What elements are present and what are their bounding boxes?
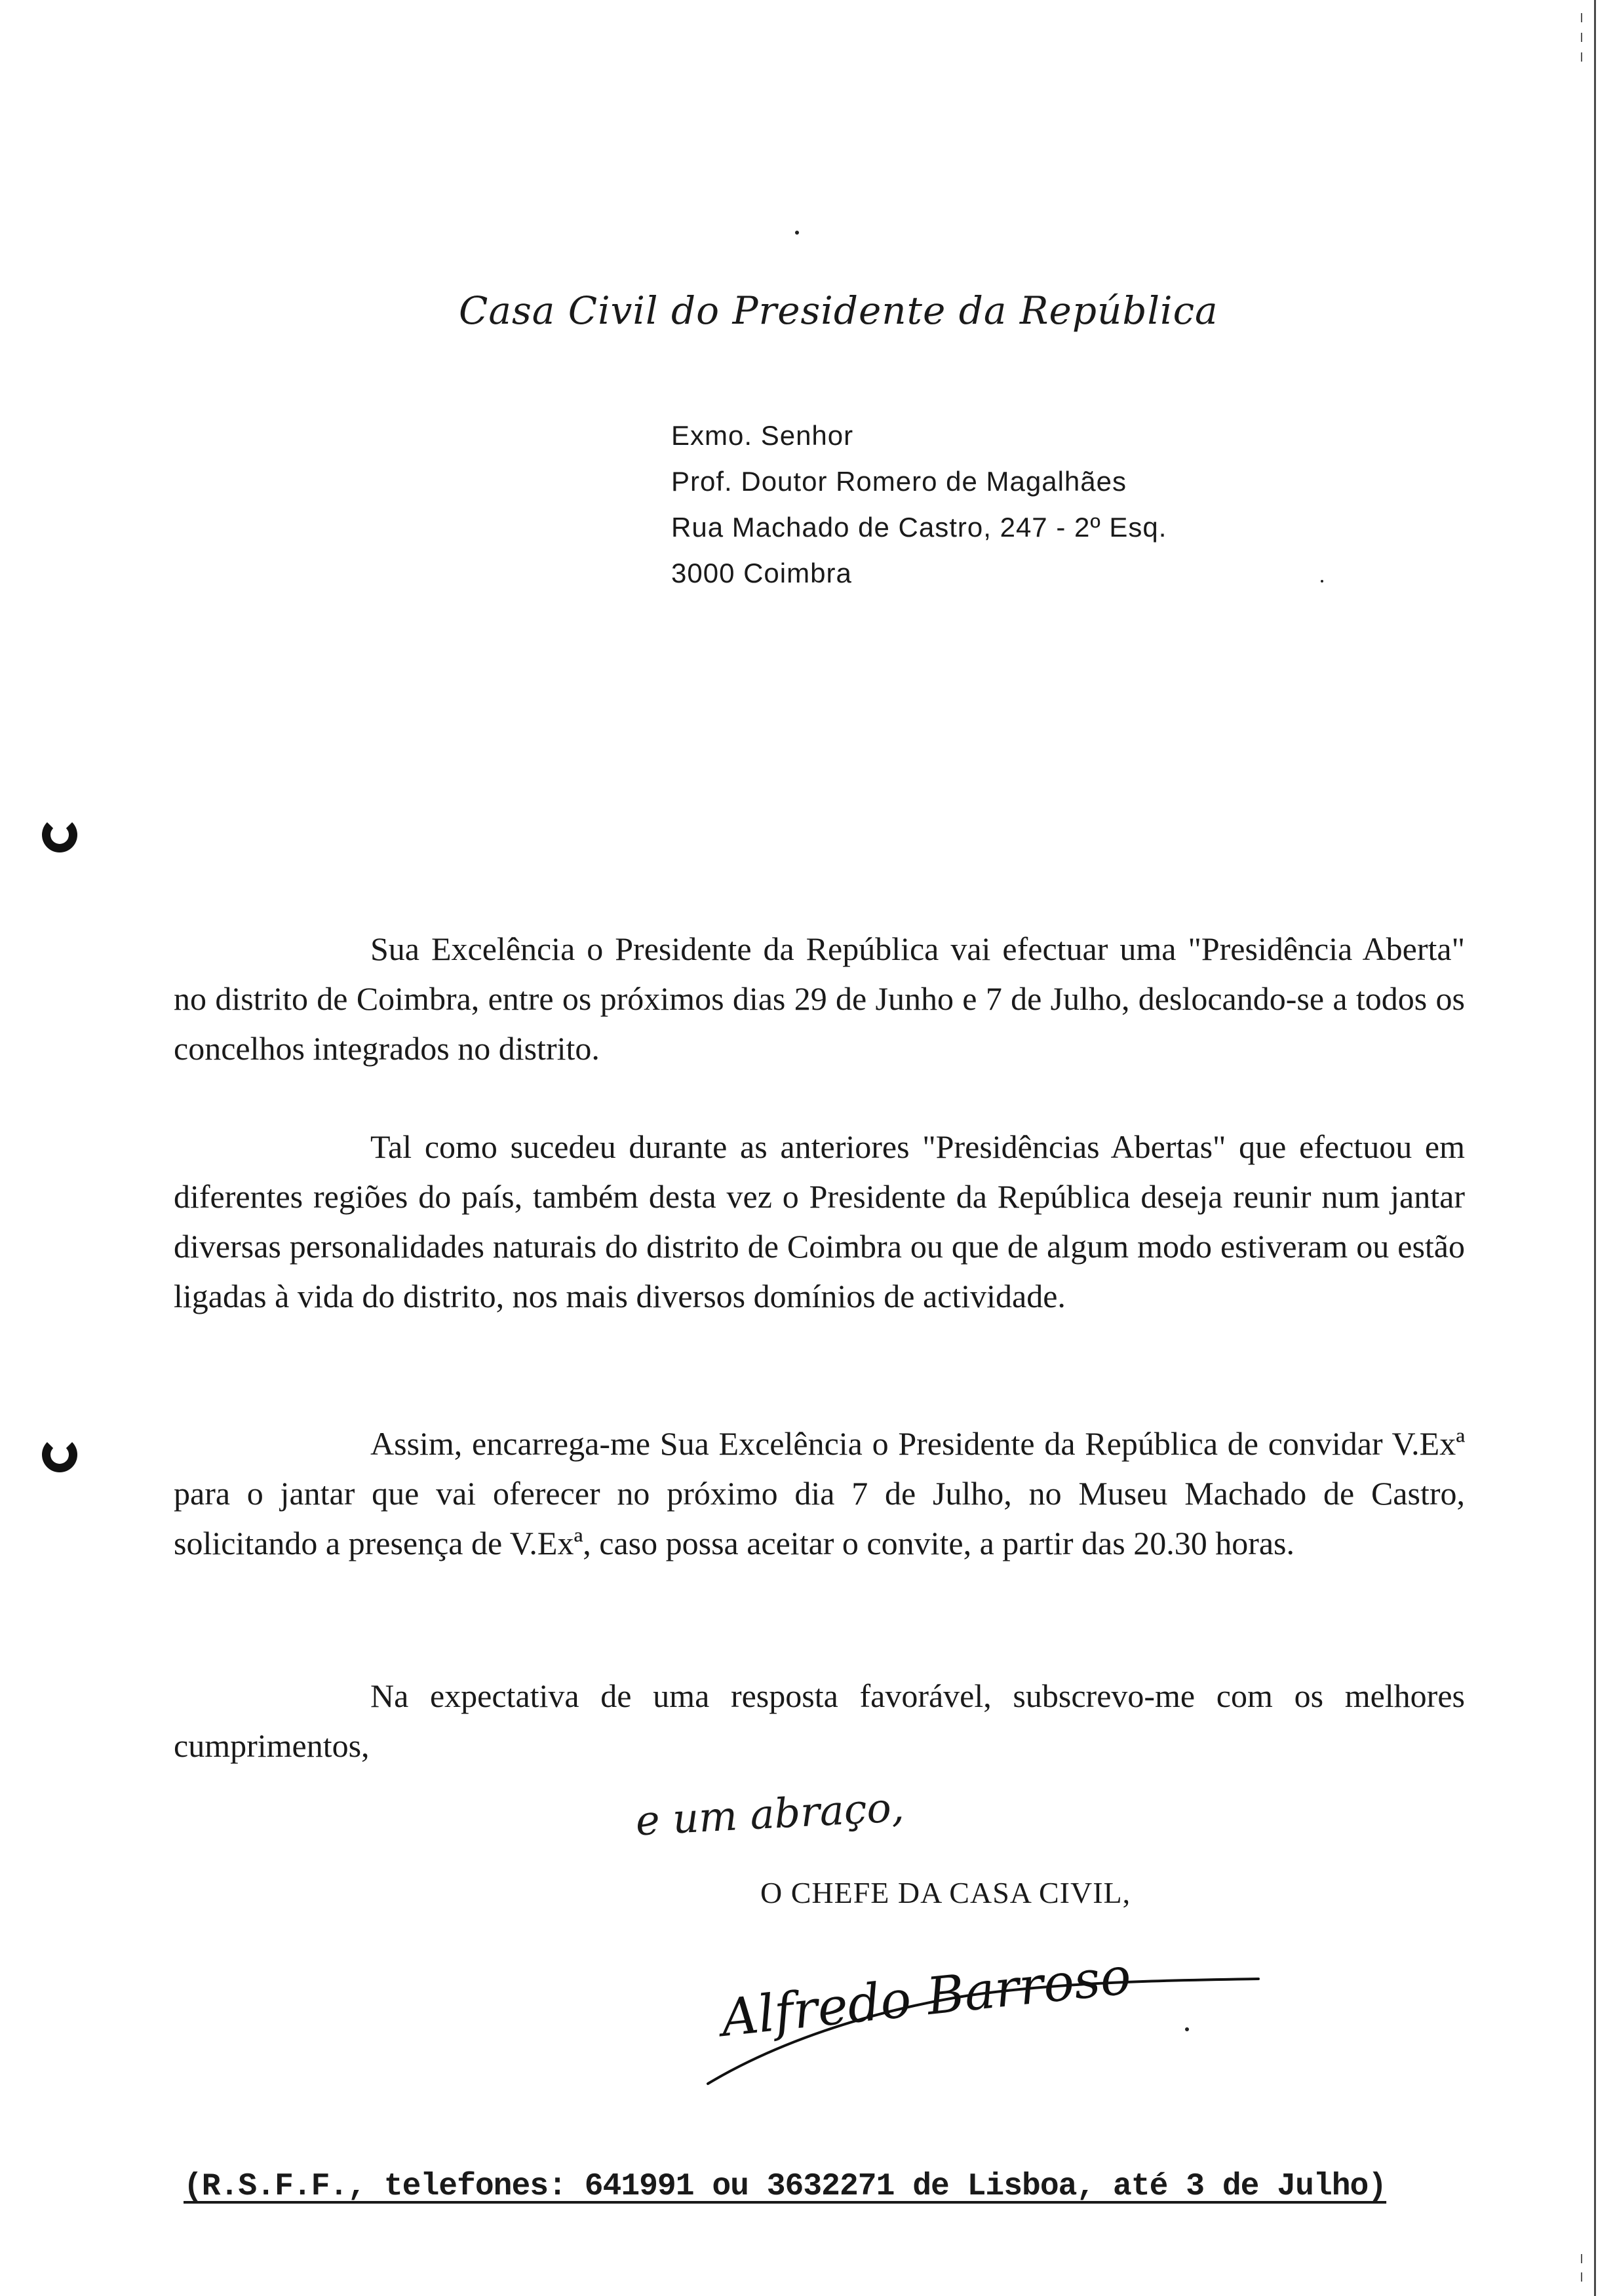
signature [695, 1933, 1272, 2097]
paragraph-text: Sua Excelência o Presidente da República vai efectuar uma "Presidência Aberta" no distrito de Coimbra, entre os próximos dias 29 de Junho e 7 de Julho, deslocando-se a todos os concelhos integrados no distrito. [174, 930, 1465, 1067]
handwritten-closing-text: e um abraço, [634, 1783, 906, 1845]
scan-edge-mark [1581, 13, 1582, 22]
scan-speck [1321, 580, 1323, 583]
scan-edge-line [1594, 0, 1596, 2296]
recipient-street: Rua Machado de Castro, 247 - 2º Esq. [671, 512, 1167, 543]
body-paragraph-3 [174, 1419, 1465, 1568]
body-paragraph-4 [174, 1671, 1465, 1770]
recipient-city: 3000 Coimbra [671, 558, 852, 588]
handwritten-closing [636, 1779, 950, 1851]
paragraph-text: Assim, encarrega-me Sua Excelência o Presidente da República de convidar V.Exª para o jantar que vai oferecer no próximo dia 7 de Julho, no Museu Machado de Castro, solicitando a presença de V.Exª, caso possa aceitar o convite, a partir das 20.30 horas. [174, 1425, 1465, 1561]
punch-hole-top [42, 817, 77, 852]
recipient-salutation: Exmo. Senhor [671, 420, 854, 451]
paragraph-text: Na expectativa de uma resposta favorável, subscrevo-me com os melhores cumprimentos, [174, 1677, 1465, 1764]
signatory-title: O CHEFE DA CASA CIVIL, [760, 1876, 1131, 1909]
punch-hole-bottom [42, 1437, 77, 1472]
body-paragraph-1 [174, 924, 1465, 1073]
recipient-address [671, 413, 1167, 596]
scan-speck [795, 231, 799, 235]
scan-edge-mark [1581, 33, 1582, 42]
recipient-name: Prof. Doutor Romero de Magalhães [671, 466, 1127, 497]
paragraph-text: Tal como sucedeu durante as anteriores "Presidências Abertas" que efectuou em diferentes regiões do país, também desta vez o Presidente da República deseja reunir num jantar diversas personalidades naturais do distrito de Coimbra ou que de algum modo estiveram ou estão ligadas à vida do distrito, nos mais diversos domínios de actividade. [174, 1128, 1465, 1314]
footer-rsvp-note: (R.S.F.F., telefones: 641991 ou 3632271 de Lisboa, até 3 de Julho) [184, 2169, 1387, 2204]
letterhead-title: Casa Civil do Presidente da República [459, 288, 1218, 333]
letterhead-script [459, 282, 1218, 341]
scan-edge-mark [1581, 2254, 1582, 2263]
body-paragraph-2 [174, 1122, 1465, 1321]
scan-edge-mark [1581, 2272, 1582, 2282]
scan-edge-mark [1581, 52, 1582, 62]
signature-text: Alfredo Barroso [718, 1946, 1134, 2048]
